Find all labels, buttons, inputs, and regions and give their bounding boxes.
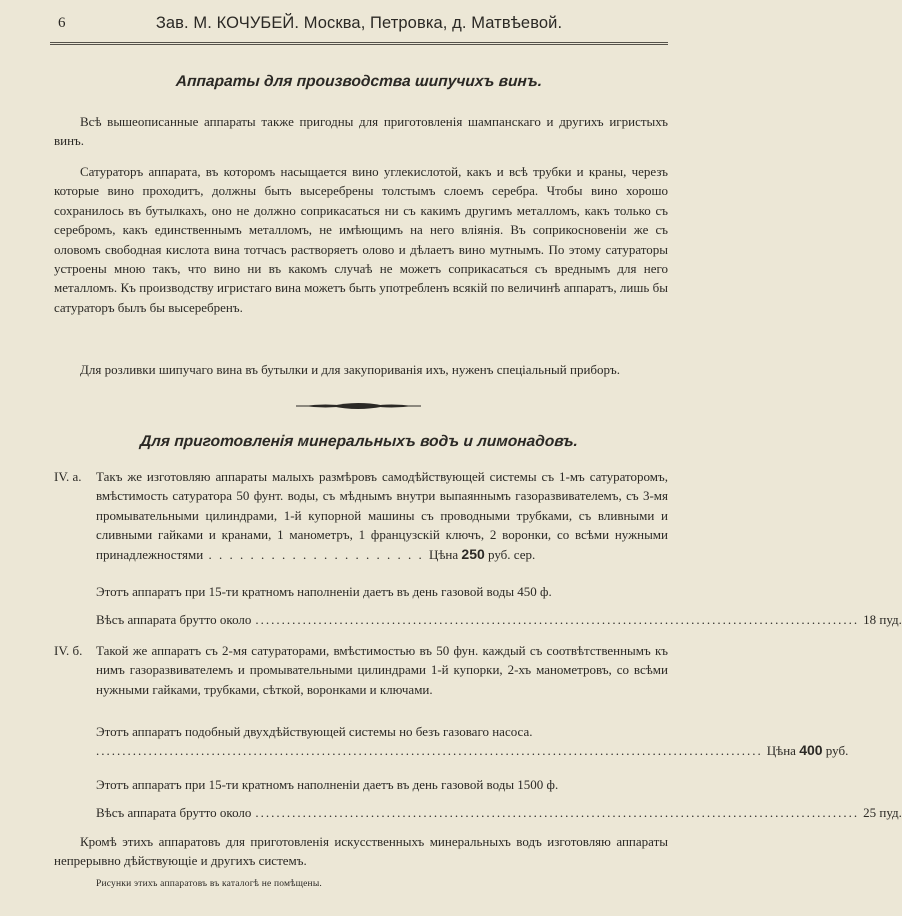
dot-leader: ................................................................................................................... <box>255 612 860 627</box>
paragraph-bottling: Для розливки шипучаго вина въ бутылки и для закупориванія ихъ, нуженъ спеціальный приборъ. <box>80 362 620 377</box>
header-title: Зав. М. КОЧУБЕЙ. Москва, Петровка, д. Матвѣевой. <box>155 14 563 32</box>
price-prefix: Цѣна <box>428 546 459 562</box>
weight-value: 18 пуд. <box>863 612 902 627</box>
weight-line-iv-a <box>96 610 902 629</box>
dot-leader: ................................................................................................................... <box>255 805 860 820</box>
price-value: 400 <box>799 742 823 759</box>
dot-leader: ............................................................................................................................... <box>96 743 763 759</box>
list-item-iv-b <box>54 641 668 699</box>
section-title-sparkling-wines: Аппараты для производства шипучихъ винъ. <box>175 73 543 90</box>
item-number: IV. б. <box>54 643 83 658</box>
price-prefix: Цѣна <box>766 743 796 759</box>
item-description: Такъ же изготовляю аппараты малыхъ размѣровъ самодѣйствующей системы съ 1-мъ сатураторомъ, вмѣстимость сатуратора 50 фунт. воды, съ мѣднымъ внутри выпаяннымъ газоразвивателемъ, съ 3-мя промывательными цилиндрами, 1-й купорной машины съ проводными трубками, съ вливными и сливными гайками и кранами, 1 манометръ, 1 французскій ключъ, 2 воронки, со всѣми нужными принадлежностями . . . . . . . . . . . . . . . . . . . . . Цѣна 250 руб. сер. <box>96 469 668 562</box>
item-number: IV. а. <box>54 469 82 484</box>
variant-text: Этотъ аппаратъ подобный двухдѣйствующей системы но безъ газоваго насоса. <box>96 724 533 739</box>
output-text: Этотъ аппаратъ при 15-ти кратномъ наполненіи даетъ въ день газовой воды 450 ф. <box>96 584 552 599</box>
list-item-iv-a <box>54 467 668 564</box>
output-line-iv-a <box>96 582 668 601</box>
section-title-mineral-waters: Для приготовленія минеральныхъ водъ и лимонадовъ. <box>139 433 579 450</box>
price-suffix: руб. <box>825 743 849 759</box>
footnote: Рисунки этихъ аппаратовъ въ каталогѣ не помѣщены. <box>96 879 323 889</box>
page-number: 6 <box>58 15 66 31</box>
price-suffix: руб. сер. <box>488 546 536 562</box>
ornamental-divider <box>296 400 421 412</box>
paragraph-other-systems: Кромѣ этихъ аппаратовъ для приготовленія искусственныхъ минеральныхъ водъ изготовляю аппараты непрерывно дѣйствующіе и другихъ системъ. <box>54 834 668 869</box>
weight-label: Вѣсъ аппарата брутто около <box>96 805 252 820</box>
variant-description <box>96 722 849 761</box>
paragraph-saturator: Сатураторъ аппарата, въ которомъ насыщается вино углекислотой, какъ и всѣ трубки и краны, черезъ которые вино проходитъ, должны быть высеребрены толстымъ слоемъ серебра. Чтобы вино хорошо сохранилось въ бутылкахъ, оно не должно соприкасаться ни съ какимъ другимъ металломъ, какъ только съ серебромъ, какъ единственнымъ металломъ, не имѣющимъ на него вліянія. Въ соприкосновеніи же съ оловомъ свободная кислота вина тотчасъ растворяетъ олово и дѣлаетъ вино мутнымъ. По этому сатураторы устроены мною такъ, что вино ни въ какомъ случаѣ не можетъ соприкасаться съ вреднымъ для него металломъ. Къ производству игристаго вина можетъ быть употребленъ всякій по величинѣ аппаратъ, лишь бы сатураторъ былъ бы высеребренъ. <box>54 164 668 315</box>
paragraph-champagne: Всѣ вышеописанные аппараты также пригодны для приготовленія шампанскаго и другихъ игристыхъ винъ. <box>54 114 668 149</box>
item-description: Такой же аппаратъ съ 2-мя сатураторами, вмѣстимостью въ 50 фун. каждый съ соотвѣтственнымъ къ нимъ газоразвивателемъ и промывательными цилиндрами 1-й купорки, 2-хъ манометровъ, со всѣми нужными гайками, трубками, сѣткой, воронками и ключами. <box>96 643 668 697</box>
weight-value: 25 пуд. <box>863 805 902 820</box>
page-header <box>50 12 668 45</box>
output-text: Этотъ аппаратъ при 15-ти кратномъ наполненіи даетъ въ день газовой воды 1500 ф. <box>96 777 559 792</box>
item-text: Такъ же изготовляю аппараты малыхъ размѣровъ самодѣйствующей системы съ 1-мъ сатураторомъ, вмѣстимость сатуратора 50 фунт. воды, съ мѣднымъ внутри выпаяннымъ газоразвивателемъ, съ 3-мя промывательными цилиндрами, 1-й купорной машины съ проводными трубками, съ вливными и сливными гайками и кранами, 1 манометръ, 1 французскій ключъ, 2 воронки, со всѣми нужными принадлежностями <box>96 469 668 562</box>
weight-label: Вѣсъ аппарата брутто около <box>96 612 252 627</box>
output-line-iv-b <box>96 775 668 794</box>
price-value: 250 <box>461 545 485 562</box>
weight-line-iv-b <box>96 803 902 822</box>
